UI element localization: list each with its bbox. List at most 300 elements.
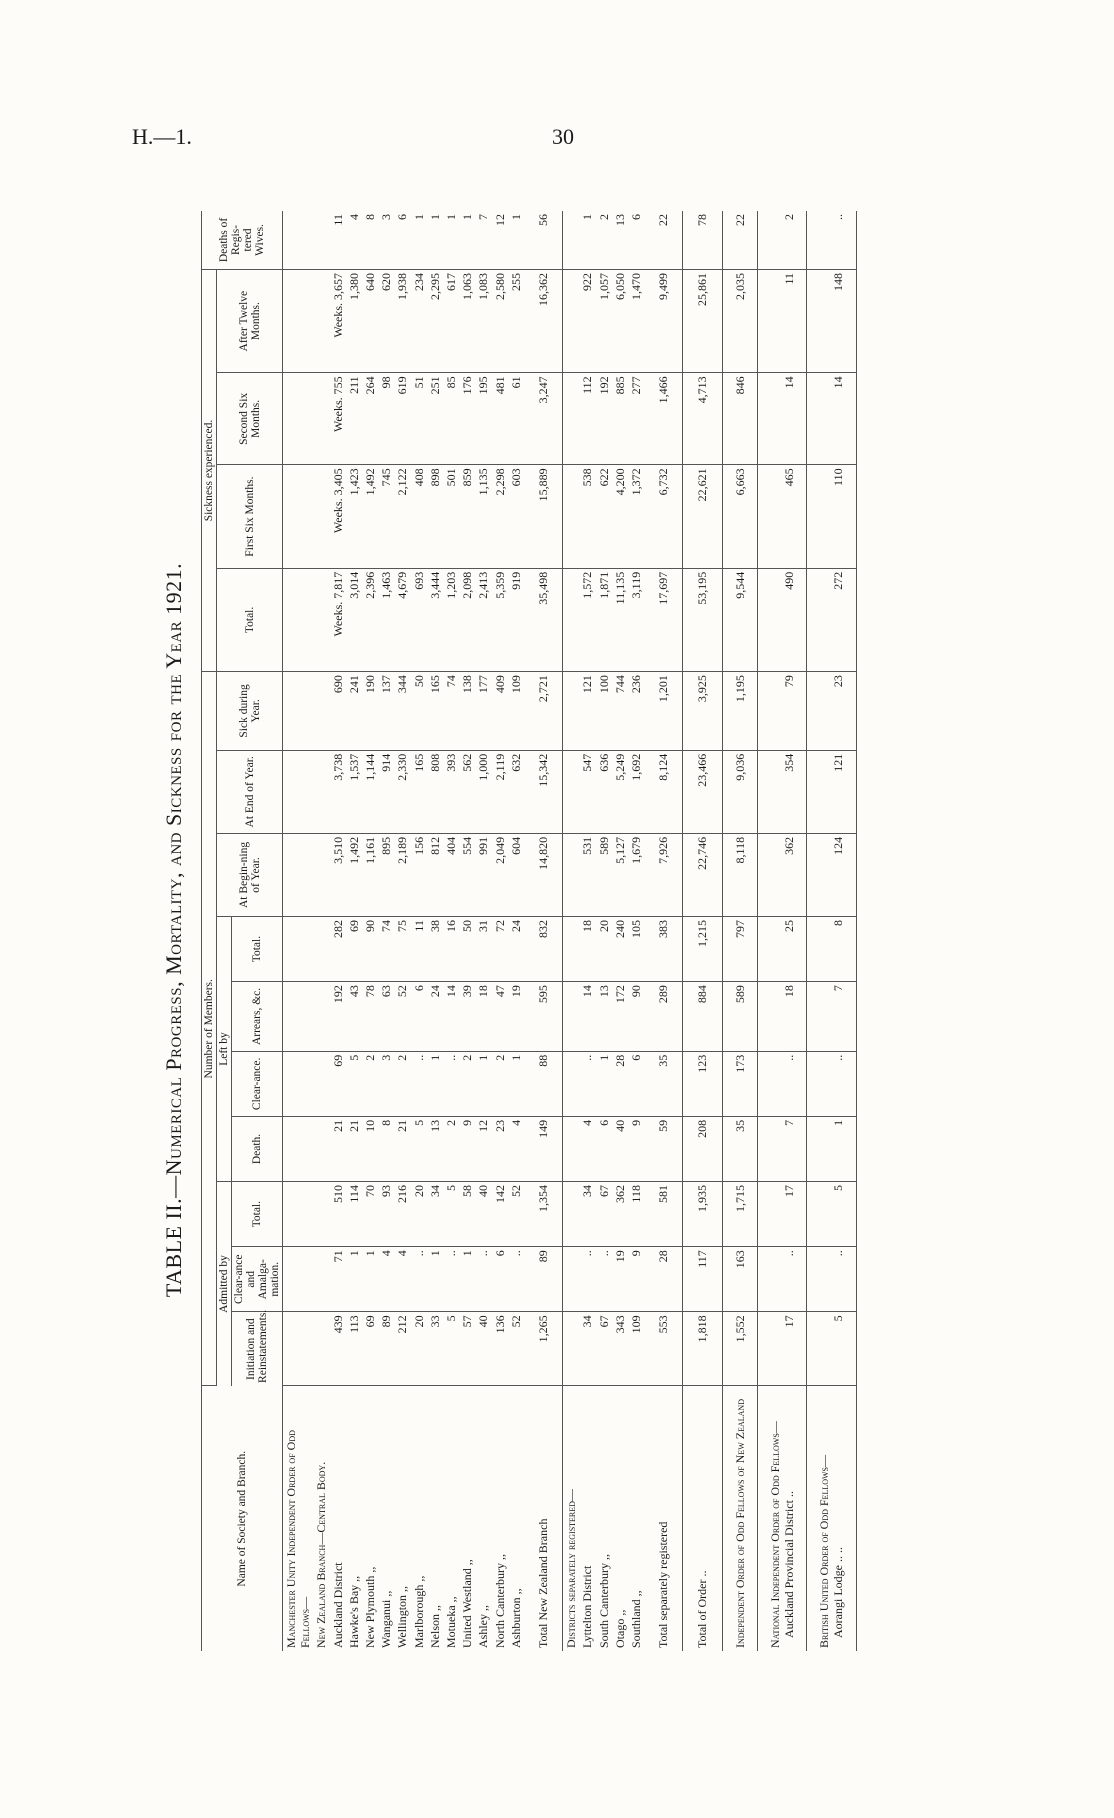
table-cell: 409 [492,672,508,751]
col-left-by: Left by [217,917,232,1182]
table-cell: 34 [579,1182,595,1247]
table-cell: 74 [378,917,394,982]
table-cell: .. [807,1051,856,1116]
table-cell: 195 [475,373,491,465]
table-cell: 34 [427,1182,443,1247]
table-cell: 745 [378,465,394,568]
table-title: TABLE II.—Numerical Progress, Mortality, and Sickness for the Year 1921. [161,562,186,1298]
table-cell: .. [508,1247,524,1312]
table-row [362,211,378,1651]
table-cell: 51 [411,373,427,465]
table-cell: 636 [596,750,612,833]
table-cell: 344 [394,672,410,751]
table-cell: 50 [459,917,475,982]
table-cell: 38 [427,917,443,982]
col-second-six: Second Six Months. [217,373,283,465]
table-cell: 1,083 [475,269,491,372]
empty-cell [563,211,580,269]
table-cell: .. [443,1247,459,1312]
table-row [411,211,427,1651]
table-cell: 2,295 [427,269,443,372]
table-cell: 35,498 [524,568,563,671]
empty-cell [563,1051,580,1116]
row-label: Ashley ,, [476,1605,491,1648]
table-cell: 859 [459,465,475,568]
table-cell: 1,492 [346,833,362,916]
table-cell: 4 [394,1247,410,1312]
table-cell: 72 [492,917,508,982]
table-cell: 5,359 [492,568,508,671]
table-cell: 4 [579,1116,595,1181]
table-cell: 22,746 [683,833,722,916]
empty-cell [313,1247,329,1312]
society-name: British United Order of Odd Fellows— [817,1455,832,1648]
table-cell: 289 [644,982,683,1052]
table-cell: 192 [330,982,346,1052]
table-cell: 622 [596,465,612,568]
table-cell: Weeks. 755 [330,373,346,465]
table-cell: 1 [475,1051,491,1116]
table-cell: 10 [362,1116,378,1181]
table-cell: 138 [459,672,475,751]
table-cell: 12 [475,1116,491,1181]
table-cell: 2 [443,1116,459,1181]
table-cell: 9,036 [722,750,757,833]
empty-cell [283,750,314,833]
table-cell: 14,820 [524,833,563,916]
table-cell: 914 [378,750,394,833]
table-cell: 1,935 [683,1182,722,1247]
row-label: United Westland ,, [460,1559,475,1648]
table-cell: 1,818 [683,1312,722,1386]
table-cell: 383 [644,917,683,982]
table-cell: 3,510 [330,833,346,916]
table-cell: 272 [807,568,856,671]
table-cell: .. [579,1051,595,1116]
table-cell: 67 [596,1182,612,1247]
table-cell: 6 [492,1247,508,1312]
table-cell: 1 [362,1247,378,1312]
col-total-adm: Total. [232,1182,283,1247]
row-label: Southland ,, [629,1590,644,1648]
table-cell: 25 [757,917,806,982]
table-cell: 1 [596,1051,612,1116]
col-sick: Sick during Year. [217,672,283,751]
table-cell: 5 [807,1182,856,1247]
table-cell: 59 [644,1116,683,1181]
table-cell: 619 [394,373,410,465]
table-cell: 832 [524,917,563,982]
table-cell: 1,466 [644,373,683,465]
table-cell: 31 [475,917,491,982]
col-total-left: Total. [232,917,283,982]
empty-cell [313,1182,329,1247]
empty-cell [283,465,314,568]
table-cell: 5 [443,1182,459,1247]
table-cell: 15,889 [524,465,563,568]
table-cell: 78 [683,211,722,269]
table-cell: 6 [411,982,427,1052]
table-cell: 23,466 [683,750,722,833]
table-cell: 17 [757,1312,806,1386]
empty-cell [313,982,329,1052]
table-cell: .. [411,1247,427,1312]
table-cell: 581 [644,1182,683,1247]
table-row [459,211,475,1651]
table-cell: 110 [807,465,856,568]
table-cell: 1 [579,211,595,269]
empty-cell [283,211,314,269]
table-cell: Weeks. 3,405 [330,465,346,568]
table-cell: 14 [757,373,806,465]
table-cell: 617 [443,269,459,372]
table-cell: 885 [612,373,628,465]
table-cell: .. [411,1051,427,1116]
table-cell: 20 [411,1182,427,1247]
table-cell: 190 [362,672,378,751]
table-row [579,211,595,1651]
table-cell: 89 [524,1247,563,1312]
row-label: Ashburton ,, [508,1588,523,1648]
col-number-of-members: Number of Members. [202,672,217,1386]
empty-cell [283,982,314,1052]
table-cell: 282 [330,917,346,982]
table-cell: 18 [475,982,491,1052]
table-cell: 165 [427,672,443,751]
table-cell: 2 [362,1051,378,1116]
table-cell: 75 [394,917,410,982]
table-cell: 43 [346,982,362,1052]
table-cell: 4,679 [394,568,410,671]
empty-cell [313,211,329,269]
table-cell: 2,721 [524,672,563,751]
table-cell: 510 [330,1182,346,1247]
table-cell: 1,492 [362,465,378,568]
table-cell: 109 [508,672,524,751]
empty-cell [313,1312,329,1386]
table-cell: 1 [807,1116,856,1181]
table-cell: 3 [378,1051,394,1116]
table-cell: 3,925 [683,672,722,751]
table-cell: 17,697 [644,568,683,671]
table-cell: 165 [411,750,427,833]
table-cell: 35 [644,1051,683,1116]
table-header [202,211,283,1651]
table-cell: 2 [459,1051,475,1116]
table-cell: 5,249 [612,750,628,833]
table-cell: 58 [459,1182,475,1247]
table-cell: 2,580 [492,269,508,372]
table-cell: 176 [459,373,475,465]
row-label: Otago ,, [612,1609,627,1648]
table-cell: 93 [378,1182,394,1247]
empty-cell [563,750,580,833]
table-cell: 1,161 [362,833,378,916]
table-row [330,211,346,1651]
row-label: Wellington ,, [395,1585,410,1648]
col-deaths-wives: Deaths of Regis-tered Wives. [202,211,283,269]
table-cell: 362 [757,833,806,916]
table-row [475,211,491,1651]
empty-cell [563,568,580,671]
row-label [807,1386,856,1651]
table-cell: 8 [362,211,378,269]
table-cell: 1,063 [459,269,475,372]
table-row [722,211,757,1651]
table-cell: 6 [628,1051,644,1116]
empty-cell [283,1247,314,1312]
table-cell: 8,124 [644,750,683,833]
table-cell: 67 [596,1312,612,1386]
table-cell: 121 [579,672,595,751]
table-row [807,211,856,1651]
row-label: Total New Zealand Branch [524,1386,563,1651]
table-cell: 595 [524,982,563,1052]
table-cell: 25,861 [683,269,722,372]
table-cell: 1,057 [596,269,612,372]
table-cell: 149 [524,1116,563,1181]
table-row [596,211,612,1651]
table-cell: 1,692 [628,750,644,833]
table-cell: 236 [628,672,644,751]
table-cell: 2,098 [459,568,475,671]
empty-cell [563,1182,580,1247]
table-cell: 538 [579,465,595,568]
table-cell: 156 [411,833,427,916]
table-cell: 57 [459,1312,475,1386]
table-cell: 919 [508,568,524,671]
table-cell: 112 [579,373,595,465]
table-cell: 554 [459,833,475,916]
table-cell: 1,463 [378,568,394,671]
table-cell: 846 [722,373,757,465]
table-row [492,211,508,1651]
table-cell: 177 [475,672,491,751]
table-cell: 255 [508,269,524,372]
table-cell: 1,537 [346,750,362,833]
page-number: 30 [552,124,574,149]
table-cell: 690 [330,672,346,751]
empty-cell [283,833,314,916]
table-cell: 22,621 [683,465,722,568]
row-label: Marlborough ,, [411,1575,426,1648]
table-cell: 61 [508,373,524,465]
table-cell: 2 [394,1051,410,1116]
table-cell: 148 [807,269,856,372]
table-cell: 9,544 [722,568,757,671]
table-cell: 70 [362,1182,378,1247]
table-cell: 234 [411,269,427,372]
empty-cell [313,269,329,372]
table-cell: 33 [427,1312,443,1386]
table-cell: 16 [443,917,459,982]
table-cell: 490 [757,568,806,671]
branch-name: Aorangi Lodge .. .. [831,1547,846,1638]
col-initiation: Initiation and Reinstatements. [232,1312,283,1386]
table-cell: 8 [378,1116,394,1181]
table-cell: 744 [612,672,628,751]
table-cell: 2,049 [492,833,508,916]
row-label: Lyttelton District [580,1565,595,1648]
table-cell: 404 [443,833,459,916]
table-cell: 547 [579,750,595,833]
table-cell: 797 [722,917,757,982]
table-cell: 1,423 [346,465,362,568]
table-cell: 6,050 [612,269,628,372]
table-cell: 56 [524,211,563,269]
table-cell: 640 [362,269,378,372]
table-row [683,211,722,1651]
table-cell: 3,444 [427,568,443,671]
table-row [628,211,644,1651]
table-cell: 90 [628,982,644,1052]
table-cell: 14 [807,373,856,465]
empty-cell [563,465,580,568]
table-cell: 117 [683,1247,722,1312]
table-cell: 553 [644,1312,683,1386]
statistics-table [201,211,857,1651]
table-cell: 439 [330,1312,346,1386]
table-cell: .. [757,1247,806,1312]
col-name: Name of Society and Branch. [202,1386,283,1651]
table-cell: 1,679 [628,833,644,916]
table-cell: 14 [443,982,459,1052]
table-cell: 52 [508,1182,524,1247]
table-cell: 264 [362,373,378,465]
col-clearance-left: Clear-ance. [232,1051,283,1116]
table-cell: 589 [596,833,612,916]
table-cell: 1,871 [596,568,612,671]
row-label: Hawke's Bay ,, [346,1575,361,1648]
table-cell: 1,144 [362,750,378,833]
table-cell: 18 [579,917,595,982]
empty-cell [563,1116,580,1181]
empty-cell [563,269,580,372]
table-cell: 137 [378,672,394,751]
col-clearance-adm: Clear-ance and Amalga-mation. [232,1247,283,1312]
table-cell: 23 [492,1116,508,1181]
empty-cell [563,672,580,751]
society-name: National Independent Order of Odd Fellows— [767,1421,782,1648]
empty-cell [313,1116,329,1181]
table-row [378,211,394,1651]
table-cell: 481 [492,373,508,465]
table-cell: 52 [394,982,410,1052]
table-cell: .. [757,1051,806,1116]
table-cell: 991 [475,833,491,916]
table-cell: 192 [596,373,612,465]
table-cell: 13 [427,1116,443,1181]
table-cell: 63 [378,982,394,1052]
table-row [524,211,563,1651]
table-cell: 90 [362,917,378,982]
table-cell: 1 [459,1247,475,1312]
table-cell: 7 [475,211,491,269]
table-cell: 2,330 [394,750,410,833]
empty-cell [313,917,329,982]
table-cell: 589 [722,982,757,1052]
table-cell: 21 [346,1116,362,1181]
col-sickness: Sickness experienced. [202,269,217,671]
table-body [283,211,857,1651]
empty-cell [563,1247,580,1312]
row-label [757,1386,806,1651]
row-label: Total separately registered [644,1386,683,1651]
section-heading-row [283,211,314,1651]
table-row [427,211,443,1651]
row-label: North Canterbury ,, [492,1554,507,1648]
table-cell: 34 [579,1312,595,1386]
table-cell: 1 [508,1051,524,1116]
table-cell: 23 [807,672,856,751]
empty-cell [313,465,329,568]
table-cell: 212 [394,1312,410,1386]
empty-cell [283,568,314,671]
table-cell: 2 [492,1051,508,1116]
table-cell: 50 [411,672,427,751]
table-cell: 1,372 [628,465,644,568]
table-cell: 2,122 [394,465,410,568]
table-cell: 898 [427,465,443,568]
table-cell: 9,499 [644,269,683,372]
table-cell: 5 [411,1116,427,1181]
col-total-weeks: Total. [217,568,283,671]
col-after-twelve: After Twelve Months. [217,269,283,372]
table-cell: 3 [378,211,394,269]
table-cell: 35 [722,1116,757,1181]
table-cell: 501 [443,465,459,568]
table-cell: 21 [330,1116,346,1181]
table-cell: 123 [683,1051,722,1116]
empty-cell [283,1116,314,1181]
table-cell: 3,738 [330,750,346,833]
table-cell: 1,203 [443,568,459,671]
table-cell: 465 [757,465,806,568]
empty-cell [313,672,329,751]
empty-cell [283,373,314,465]
table-cell: 40 [612,1116,628,1181]
table-row [757,211,806,1651]
table-cell: 88 [524,1051,563,1116]
table-cell: 124 [807,833,856,916]
table-cell: 113 [346,1312,362,1386]
empty-cell [313,833,329,916]
table-cell: 6 [394,211,410,269]
table-cell: 98 [378,373,394,465]
empty-cell [283,1182,314,1247]
table-cell: 240 [612,917,628,982]
table-cell: 53,195 [683,568,722,671]
table-cell: 136 [492,1312,508,1386]
table-cell: 74 [443,672,459,751]
table-cell: 13 [612,211,628,269]
table-cell: 5 [346,1051,362,1116]
table-cell: 922 [579,269,595,372]
table-cell: 5,127 [612,833,628,916]
table-cell: 47 [492,982,508,1052]
table-cell: 173 [722,1051,757,1116]
table-cell: 13 [596,982,612,1052]
row-label: Total of Order .. [683,1386,722,1651]
table-cell: 12 [492,211,508,269]
table-cell: 78 [362,982,378,1052]
table-cell: 4,200 [612,465,628,568]
table-cell: 69 [346,917,362,982]
table-cell: 2,119 [492,750,508,833]
table-cell: 118 [628,1182,644,1247]
table-cell: 1 [346,1247,362,1312]
table-cell: 14 [579,982,595,1052]
